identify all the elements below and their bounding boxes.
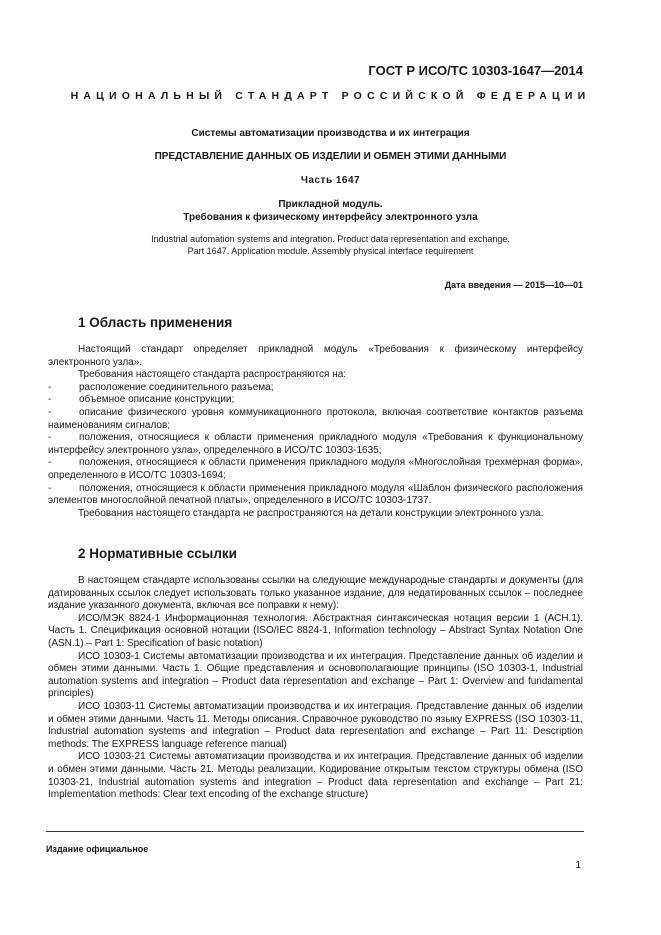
section-1-body: [48, 344, 583, 520]
paragraph: Требования настоящего стандарта не распространяются на детали конструкции электронного узла.: [78, 507, 544, 519]
reference-entry: ИСО/МЭК 8824-1 Информационная технология. Абстрактная синтаксическая нотация версии 1 (АСН.1). Часть 1. Спецификация основной нотации (ISO/IEC 8824-1, Information technology – Abstract Syntax Notation One (ASN.1) – Part 1: Specification of basic notation): [48, 612, 583, 649]
edition-label: Издание официальное: [46, 844, 149, 854]
part-number: Часть 1647: [300, 175, 361, 186]
list-item-text: расположение соединительного разъема;: [79, 381, 274, 393]
reference-entry: ИСО 10303-21 Системы автоматизации производства и их интеграция. Представление данных об изделии и обмен этими данными. Часть 21. Методы реализации. Кодирование открытым текстом структуры обмена (ISO 10303-21, Industrial automation systems and integration – Product data representation and exchange – Part 21: Implementation methods: Clear text encoding of the exchange structure): [48, 751, 583, 801]
list-item: [48, 407, 583, 432]
list-item: [48, 394, 583, 407]
english-title-line-1: Industrial automation systems and integration. Product data representation and exchange.: [151, 234, 510, 244]
list-item: [48, 457, 583, 482]
english-title: [40, 233, 621, 257]
main-title: ПРЕДСТАВЛЕНИЕ ДАННЫХ ОБ ИЗДЕЛИИ И ОБМЕН ЭТИМИ ДАННЫМИ: [154, 151, 507, 162]
english-title-line-2: Part 1647. Application module. Assembly physical interface requirement: [187, 246, 474, 256]
series-title: Системы автоматизации производства и их интеграция: [191, 128, 470, 139]
list-item: [48, 382, 583, 395]
dash-marker: -: [48, 406, 52, 418]
dash-marker: -: [48, 394, 52, 406]
footer-divider: [46, 831, 584, 832]
list-item: [48, 432, 583, 457]
dash-marker: -: [48, 482, 52, 494]
list-item-text: описание физического уровня коммуникационного протокола, включая соответствие контактов разъема наименованиям сигналов;: [48, 406, 583, 431]
subtitle-line-1: Прикладной модуль.: [278, 199, 383, 210]
page-number: 1: [575, 860, 581, 871]
section-2-body: [48, 575, 583, 802]
paragraph: В настоящем стандарте использованы ссылки на следующие международные стандарты и документы (для датированных ссылок следует использовать только указанное издание, для недатированных ссылок – последнее издание указанного документа, включая все поправки к нему):: [48, 575, 583, 612]
dash-marker: -: [48, 381, 52, 393]
dash-marker: -: [48, 432, 52, 444]
paragraph: Настоящий стандарт определяет прикладной модуль «Требования к физическому интерфейсу электронного узла».: [48, 344, 583, 368]
subtitle: [40, 198, 621, 224]
standard-designation: ГОСТ Р ИСО/ТС 10303-1647—2014: [368, 63, 583, 78]
subtitle-line-2: Требования к физическому интерфейсу электронного узла: [183, 212, 478, 223]
paragraph: Требования настоящего стандарта распространяются на:: [78, 369, 347, 381]
reference-entry: ИСО 10303-1 Системы автоматизации производства и их интеграция. Представление данных об изделии и обмен этими данными. Часть 1. Общие представления и основополагающие принципы (ISO 10303-1, Industrial automation systems and integration – Product data representation and exchange – Part 1: Overview and fundamental principles): [48, 650, 583, 700]
national-standard-banner: НАЦИОНАЛЬНЫЙ СТАНДАРТ РОССИЙСКОЙ ФЕДЕРАЦИИ: [70, 90, 591, 102]
dash-marker: -: [48, 457, 52, 469]
introduction-date: Дата введения — 2015—10—01: [444, 280, 583, 290]
list-item-text: объемное описание конструкции;: [79, 394, 235, 406]
list-item-text: положения, относящиеся к области применения прикладного модуля «Многослойная трехмерная форма», определенного в ИСО/ТС 10303-1694;: [48, 457, 583, 481]
list-item-text: положения, относящиеся к области применения прикладного модуля «Шаблон физического расположения элементов многослойной печатной платы», определенного в ИСО/ТС 10303-1737.: [48, 482, 583, 507]
section-2-heading: 2 Нормативные ссылки: [78, 546, 237, 561]
list-item-text: положения, относящиеся к области применения прикладного модуля «Требования к функциональному интерфейсу электронного узла», определенного в ИСО/ТС 10303-1635;: [48, 432, 583, 456]
list-item: [48, 483, 583, 508]
reference-entry: ИСО 10303-11 Системы автоматизации производства и их интеграция. Представление данных об изделии и обмен этими данными. Часть 11. Методы описания. Справочное руководство по языку EXPRESS (ISO 10303-11, Industrial automation systems and integration – Product data representation and exchange – Part 11: Description methods: The EXPRESS language reference manual): [48, 700, 583, 750]
section-1-heading: 1 Область применения: [78, 315, 233, 330]
